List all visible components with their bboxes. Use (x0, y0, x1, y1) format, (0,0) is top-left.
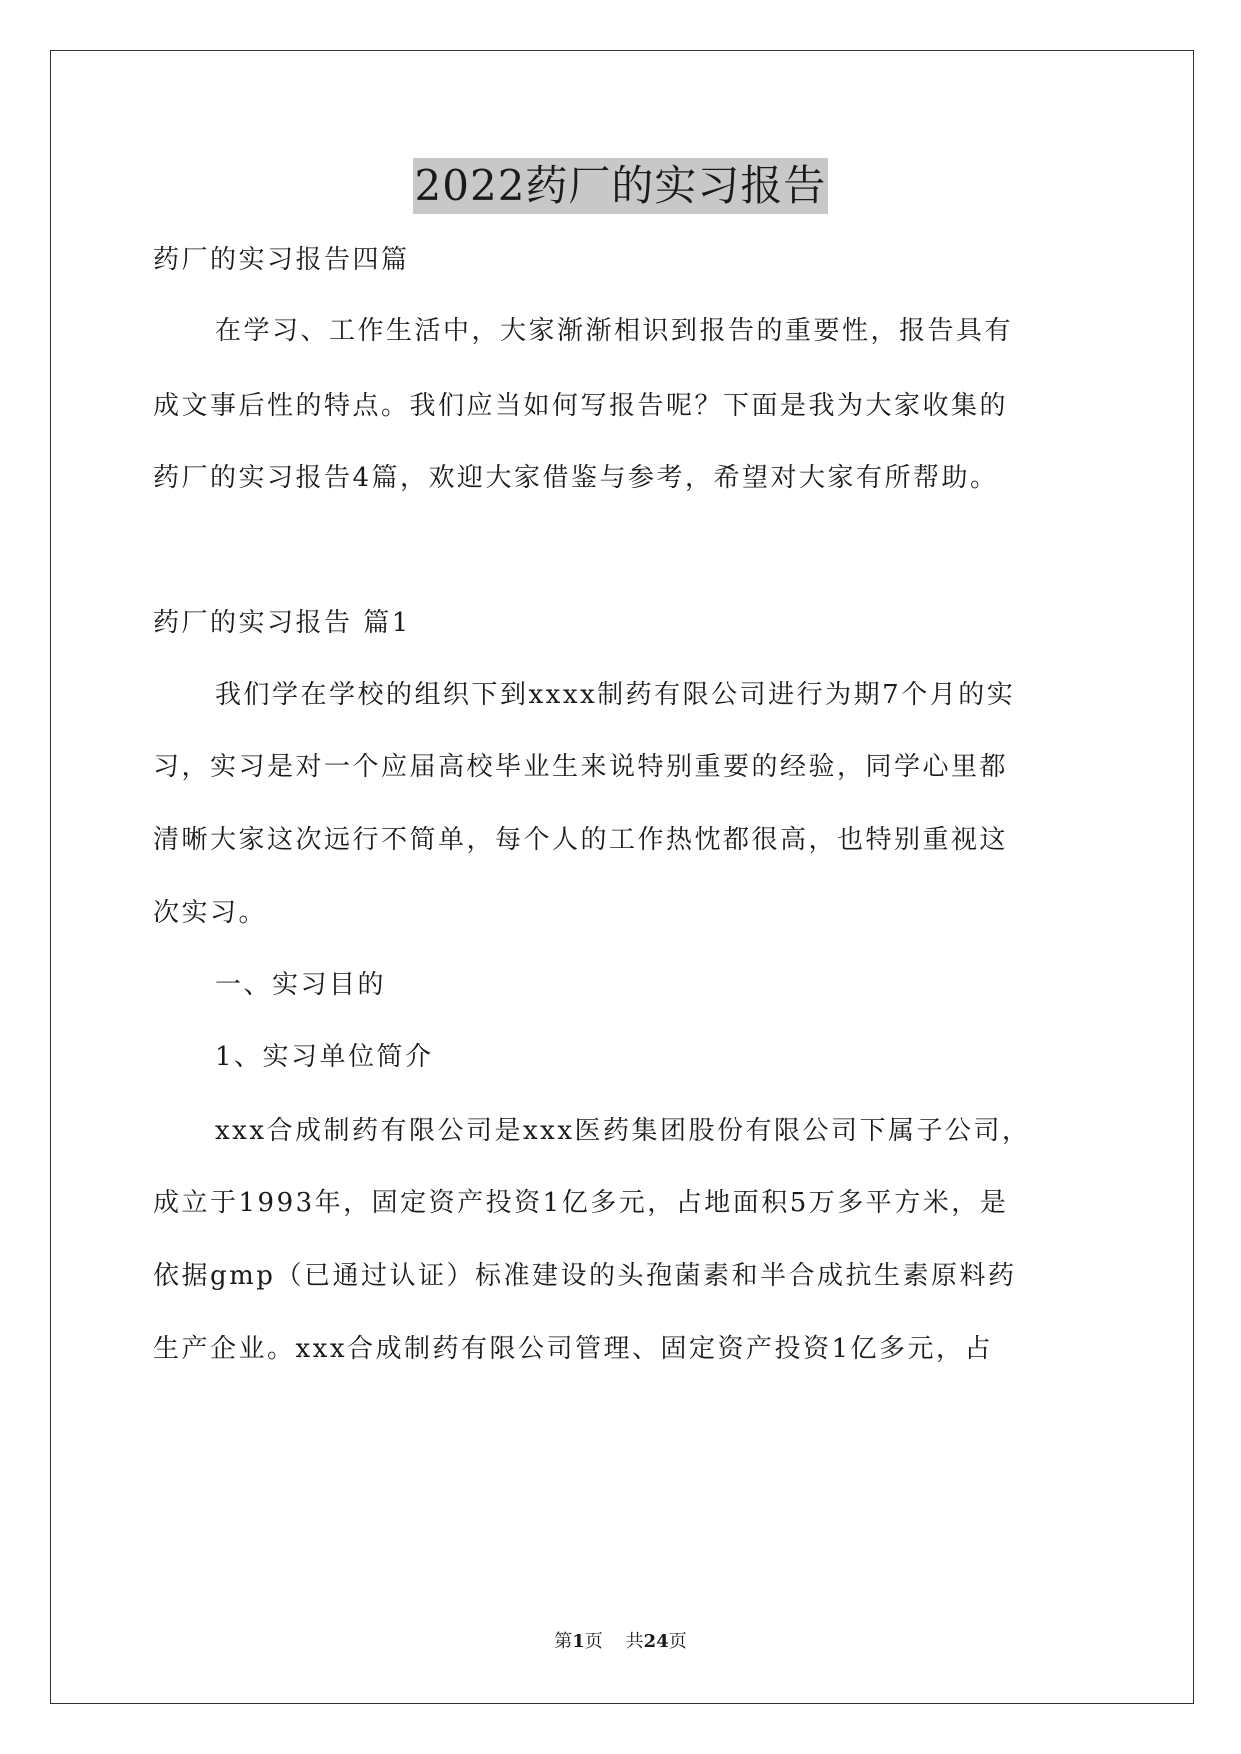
paragraph-line: 药厂的实习报告4篇，欢迎大家借鉴与参考，希望对大家有所帮助。 (153, 463, 999, 493)
document-title-text: 2022药厂的实习报告 (413, 158, 829, 214)
paragraph-line: xxx合成制药有限公司是xxx医药集团股份有限公司下属子公司， (215, 1116, 1031, 1146)
paragraph-line: 依据gmp（已通过认证）标准建设的头孢菌素和半合成抗生素原料药 (153, 1261, 1017, 1291)
total-suffix: 页 (668, 1631, 687, 1652)
subsection-heading: 一、实习目的 (215, 970, 387, 1000)
paragraph-line: 次实习。 (153, 898, 268, 928)
paragraph-line: 清晰大家这次远行不简单，每个人的工作热忱都很高，也特别重视这 (153, 825, 1009, 855)
subtitle-line: 药厂的实习报告四篇 (153, 245, 410, 275)
paragraph-line: 在学习、工作生活中，大家渐渐相识到报告的重要性，报告具有 (215, 316, 1014, 346)
page-footer (0, 1630, 1241, 1654)
document-title (0, 158, 1241, 214)
page-border (50, 50, 1194, 1704)
total-prefix: 共 (625, 1631, 644, 1652)
paragraph-line: 习，实习是对一个应届高校毕业生来说特别重要的经验，同学心里都 (153, 752, 1009, 782)
page-suffix: 页 (584, 1631, 603, 1652)
paragraph-line: 我们学在学校的组织下到xxxx制药有限公司进行为期7个月的实 (215, 680, 1016, 710)
paragraph-line: 生产企业。xxx合成制药有限公司管理、固定资产投资1亿多元，占 (153, 1334, 994, 1364)
page-number: 1 (572, 1631, 585, 1652)
section-heading: 药厂的实习报告 篇1 (153, 608, 411, 638)
total-pages: 24 (643, 1631, 669, 1652)
page-prefix: 第 (554, 1631, 573, 1652)
paragraph-line: 成文事后性的特点。我们应当如何写报告呢？下面是我为大家收集的 (153, 391, 1009, 421)
subsection-heading: 1、实习单位简介 (215, 1042, 434, 1072)
paragraph-line: 成立于1993年，固定资产投资1亿多元，占地面积5万多平方米，是 (153, 1188, 1009, 1218)
